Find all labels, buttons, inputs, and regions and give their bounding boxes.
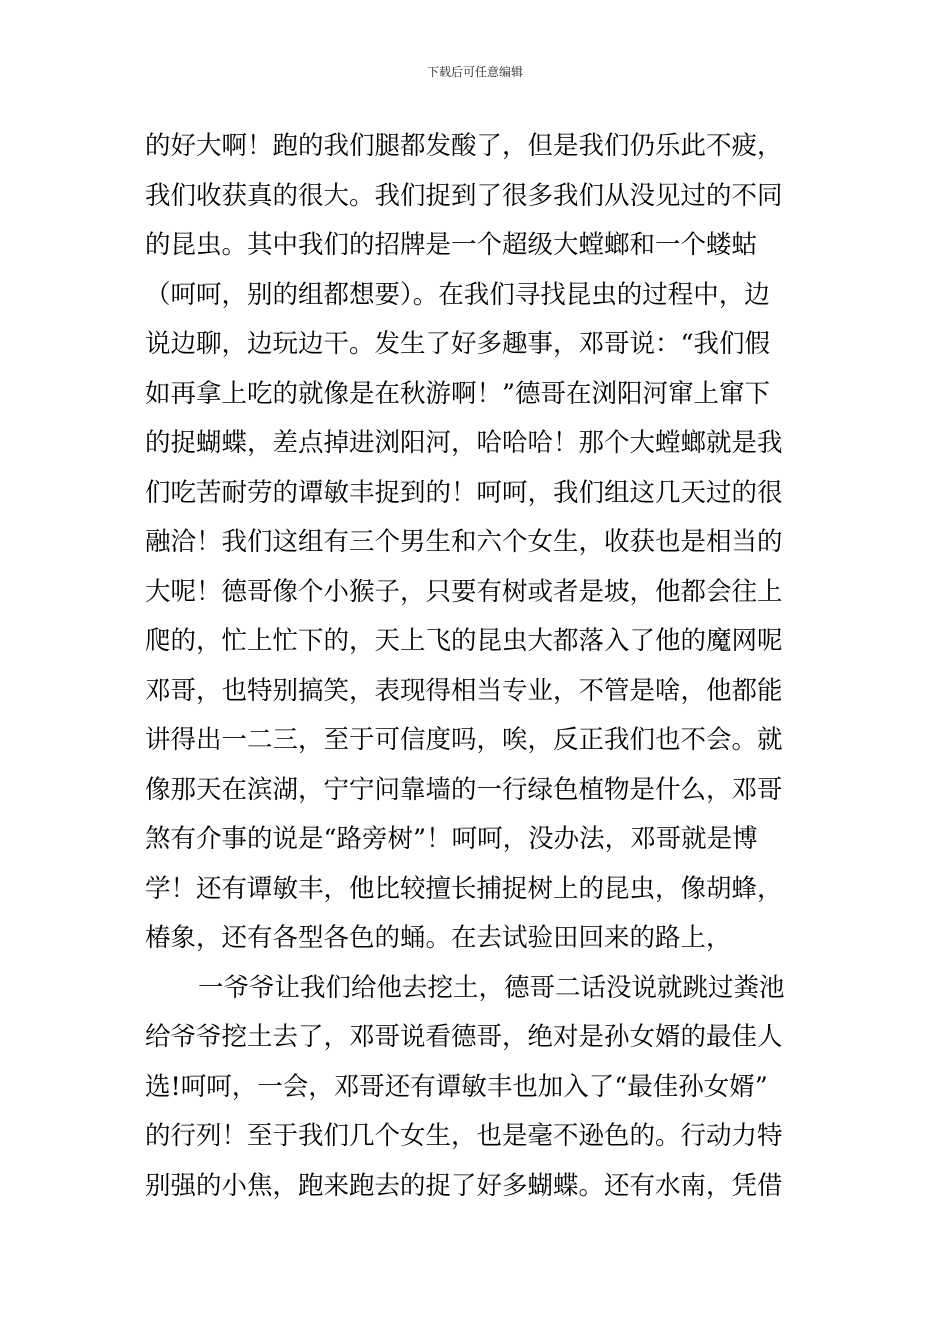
text-line: 的捉蝴蝶，差点掉进浏阳河，哈哈哈！那个大螳螂就是我 bbox=[145, 428, 783, 458]
text-line: 邓哥，也特别搞笑，表现得相当专业，不管是啥，他都能 bbox=[145, 675, 783, 706]
text-line: 如再拿上吃的就像是在秋游啊！”德哥在浏阳河窜上窜下 bbox=[145, 378, 771, 409]
text-line: 煞有介事的说是“路旁树”！呵呵，没办法，邓哥就是博 bbox=[145, 824, 758, 854]
text-line: 像那天在滨湖，宁宁问靠墙的一行绿色植物是什么，邓哥 bbox=[145, 774, 783, 805]
page-header: 下载后可任意编辑 bbox=[426, 65, 523, 79]
text-line: 选!呵呵，一会，邓哥还有谭敏丰也加入了“最佳孙女婿” bbox=[145, 1071, 768, 1102]
text-line: （呵呵，别的组都想要）。在我们寻找昆虫的过程中，边 bbox=[145, 279, 770, 310]
text-line: 讲得出一二三，至于可信度吗，唉，反正我们也不会。就 bbox=[145, 725, 783, 755]
text-line: 椿象，还有各型各色的蛹。在去试验田回来的路上， bbox=[145, 923, 732, 953]
text-line: 说边聊，边玩边干。发生了好多趣事，邓哥说：“我们假 bbox=[145, 329, 771, 359]
text-line: 给爷爷挖土去了，邓哥说看德哥，绝对是孙女婿的最佳人 bbox=[145, 1022, 783, 1052]
text-line: 的好大啊！跑的我们腿都发酸了，但是我们仍乐此不疲， bbox=[145, 131, 783, 161]
text-line: 的昆虫。其中我们的招牌是一个超级大螳螂和一个蝼蛄 bbox=[145, 230, 758, 260]
text-line: 们吃苦耐劳的谭敏丰捉到的！呵呵，我们组这几天过的很 bbox=[145, 477, 783, 508]
text-line: 的行列！至于我们几个女生，也是毫不逊色的。行动力特 bbox=[145, 1121, 783, 1151]
text-line: 我们收获真的很大。我们捉到了很多我们从没见过的不同 bbox=[145, 180, 783, 211]
text-line: 爬的，忙上忙下的，天上飞的昆虫大都落入了他的魔网呢 bbox=[145, 626, 783, 656]
text-line: 别强的小焦，跑来跑去的捉了好多蝴蝶。还有水南，凭借 bbox=[145, 1170, 783, 1201]
text-line: 学！还有谭敏丰，他比较擅长捕捉树上的昆虫，像胡蜂， bbox=[145, 873, 783, 904]
paragraph-start-line: 一爷爷让我们给他去挖土，德哥二话没说就跳过粪池 bbox=[198, 972, 785, 1003]
document-body bbox=[145, 122, 815, 1211]
text-line: 大呢！德哥像个小猴子，只要有树或者是坡，他都会往上 bbox=[145, 576, 783, 607]
text-line: 融洽！我们这组有三个男生和六个女生，收获也是相当的 bbox=[145, 527, 783, 557]
